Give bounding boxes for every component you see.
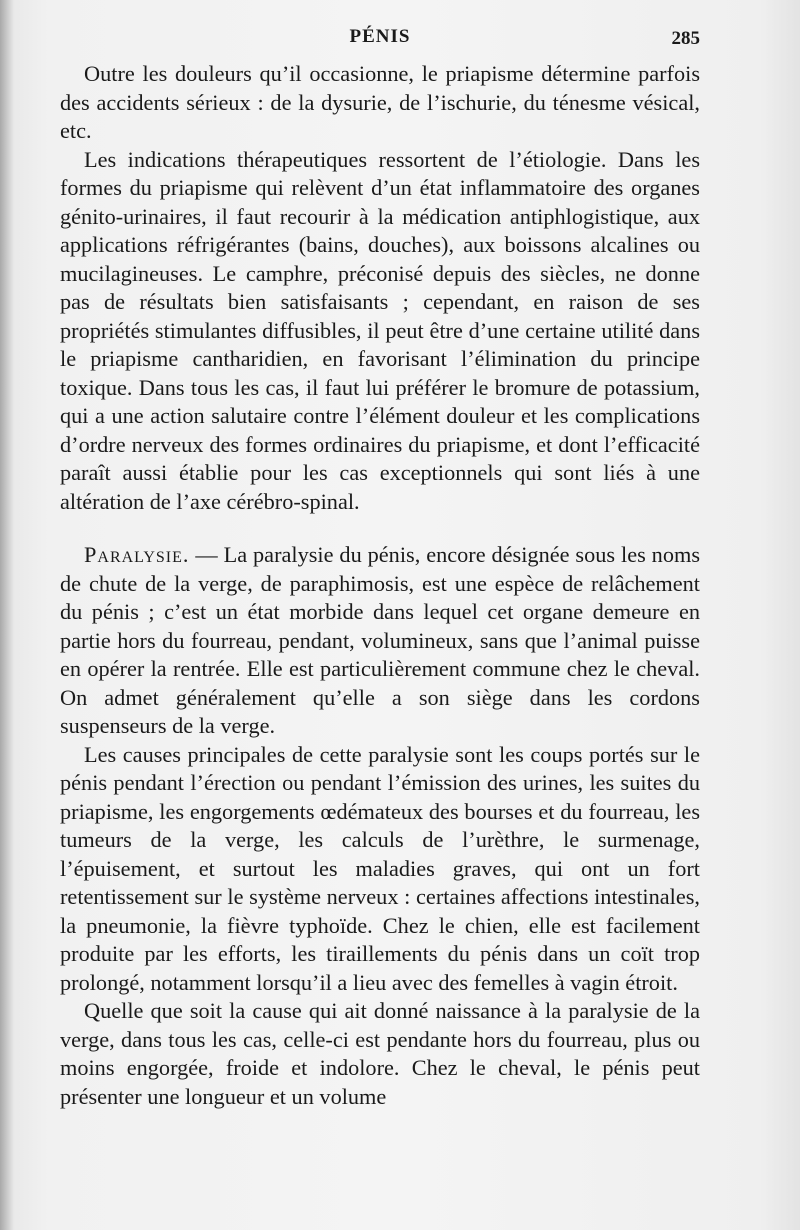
section-spacer	[60, 516, 700, 541]
page-number: 285	[671, 28, 700, 49]
paragraph-paralysis-text: — La paralysie du pénis, encore désignée sous les noms de chute de la verge, de paraphimosis, est une espèce de relâchement du pénis ; c’est un état morbide dans lequel cet organe demeure en partie hors du fourreau, pendant, volumineux, sans que l’animal puisse en opérer la rentrée. Elle est particulièrement commune chez le cheval. On admet généralement qu’elle a son siège dans les cordons suspenseurs de la verge.	[60, 542, 700, 738]
page-binding-edge	[0, 0, 14, 1230]
section-heading-paralysie: Paralysie.	[84, 542, 190, 567]
paragraph-paralysis-causes: Les causes principales de cette paralysie sont les coups portés sur le pénis pendant l’érection ou pendant l’émission des urines, les suites du priapisme, les engorgements œdémateux des bourses et du fourreau, les tumeurs de la verge, les calculs de l’urèthre, le surmenage, l’épuisement, et surtout les maladies graves, qui ont un fort retentissement sur le système nerveux : certaines affections intestinales, la pneumonie, la fièvre typhoïde. Chez le chien, elle est facilement produite par les efforts, les tiraillements du pénis dans un coït trop prolongé, notamment lorsqu’il a lieu avec des femelles à vagin étroit.	[60, 741, 700, 995]
paragraph-paralysis-symptoms: Quelle que soit la cause qui ait donné naissance à la paralysie de la verge, dans tous les cas, celle-ci est pendante hors du fourreau, plus ou moins engorgée, froide et indolore. Chez le cheval, le pénis peut présenter une longueur et un volume	[60, 998, 700, 1109]
body-text	[60, 60, 700, 1111]
paragraph-therapeutic-indications: Les indications thérapeutiques ressortent de l’étiologie. Dans les formes du priapisme qui relèvent d’un état inflammatoire des organes génito-urinaires, il faut recourir à la médication antiphlogistique, aux applications réfrigérantes (bains, douches), aux boissons alcalines ou mucilagineuses. Le camphre, préconisé depuis des siècles, ne donne pas de résultats bien satisfaisants ; cependant, en raison de ses propriétés stimulantes diffusibles, il peut être d’une certaine utilité dans le priapisme cantharidien, en favorisant l’élimination du principe toxique. Dans tous les cas, il faut lui préférer le bromure de potassium, qui a une action salutaire contre l’élément douleur et les complications d’ordre nerveux des formes ordinaires du priapisme, et dont l’efficacité paraît aussi établie pour les cas exceptionnels qui sont liés à une altération de l’axe cérébro-spinal.	[60, 146, 700, 514]
paragraph-paralysis-definition	[60, 541, 700, 741]
running-header	[60, 26, 700, 56]
paragraph-priapism-complications: Outre les douleurs qu’il occasionne, le priapisme détermine parfois des accidents sérieux : de la dysurie, de l’ischurie, du ténesme vésical, etc.	[60, 61, 700, 143]
running-title: PÉNIS	[349, 26, 411, 47]
